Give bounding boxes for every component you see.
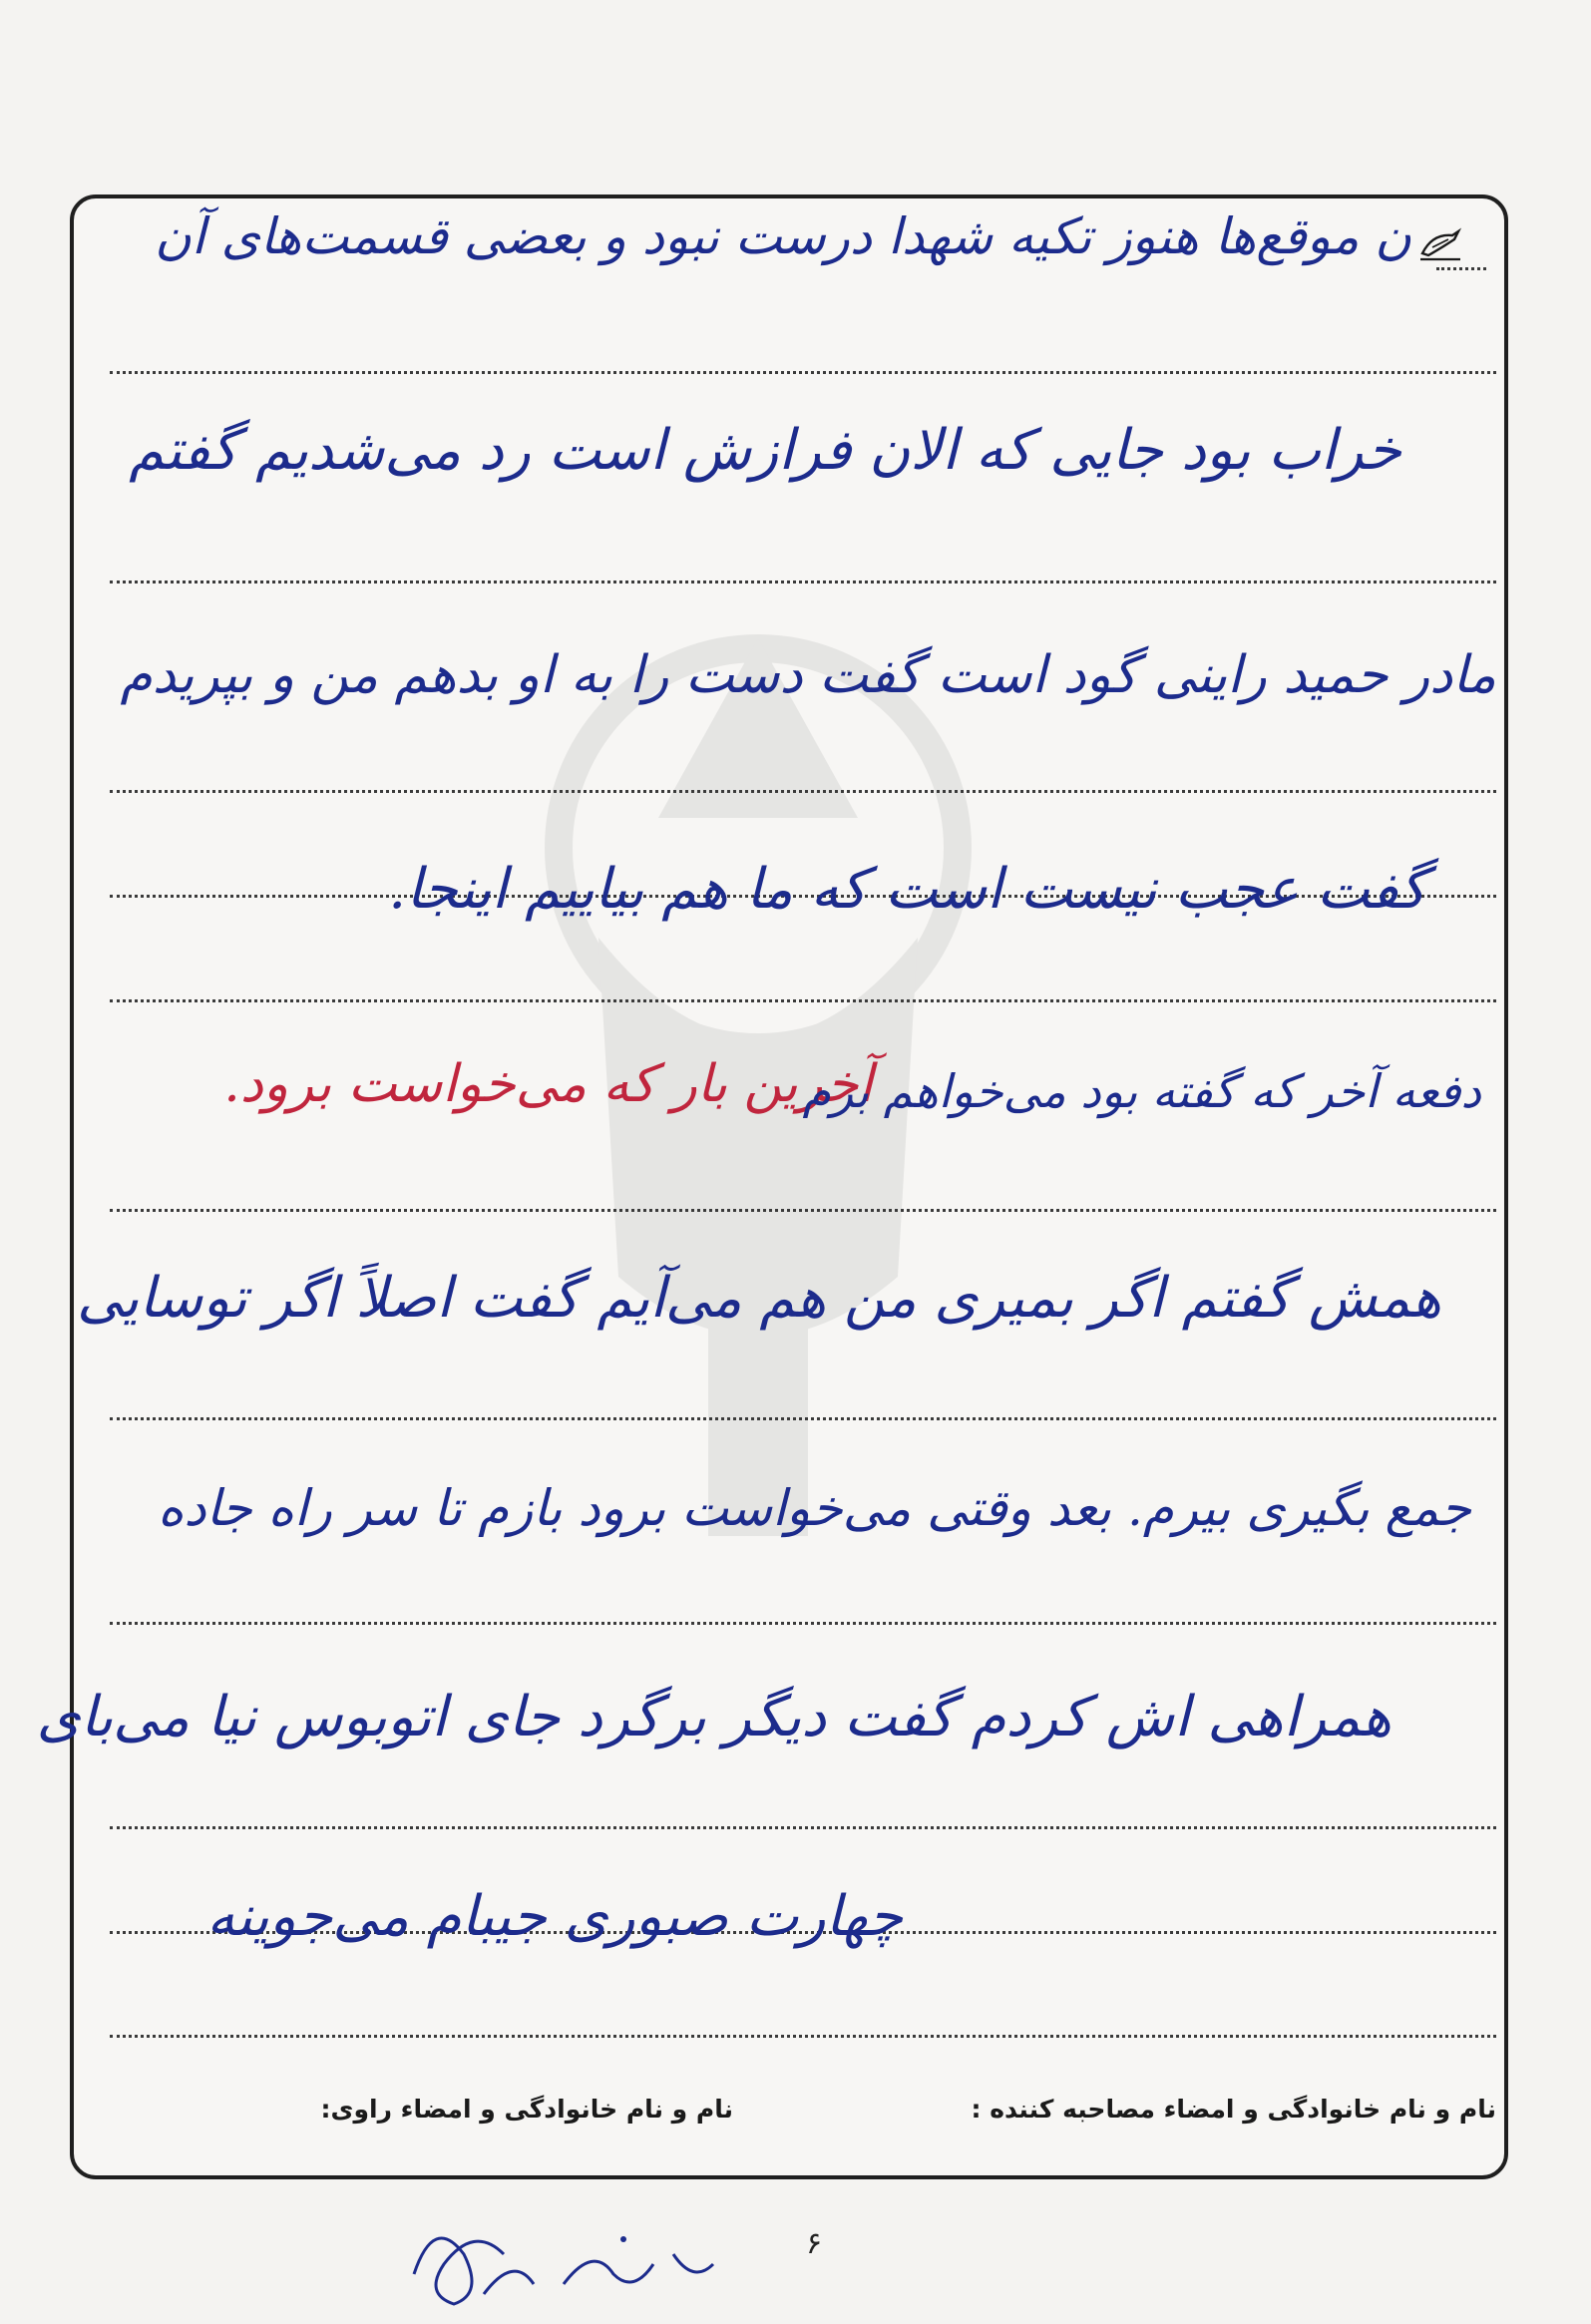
handwritten-line-8: همراهی اش کردم گفت دیگر برگرد جای اتوبوس نیا می‌بای	[36, 1685, 1392, 1749]
handwritten-line-3: مادر حمید راینی گود است گفت دست را به او بدهم من و بپریدم	[120, 645, 1496, 705]
ruled-line	[110, 1209, 1496, 1212]
handwritten-line-9: چهارت صبوری جیبام می‌جوینه	[206, 1884, 903, 1949]
ruled-line	[110, 1622, 1496, 1625]
ruled-line	[110, 371, 1496, 374]
ruled-line	[110, 999, 1496, 1002]
narrator-signature-label: نام و نام خانوادگی و امضاء راوی:	[320, 2095, 733, 2124]
ruled-line	[1436, 267, 1486, 270]
handwritten-line-4: گفت عجب نیست است که ما هم بیاییم اینجا.	[388, 857, 1426, 922]
handwritten-line-1: ن موقع‌ها هنوز تکیه شهدا درست نبود و بعضی قسمت‌های آن	[155, 207, 1411, 265]
ruled-line	[110, 790, 1496, 793]
handwritten-line-5-red: آخرین بار که می‌خواست برود.	[223, 1054, 873, 1114]
handwritten-line-7: جمع بگیری بیرم. بعد وقتی می‌خواست برود بازم تا سر راه جاده	[158, 1479, 1471, 1537]
handwritten-signature	[394, 2194, 733, 2314]
pen-writing-icon	[1418, 227, 1462, 261]
page-number: ۶	[806, 2226, 823, 2261]
interviewer-signature-label: نام و نام خانوادگی و امضاء مصاحبه کننده :	[971, 2095, 1496, 2124]
handwritten-line-6: همش گفتم اگر بمیری من هم می‌آیم گفت اصلاً اگر توسایی	[76, 1266, 1441, 1331]
handwritten-line-5: دفعه آخر که گفته بود می‌خواهم برم	[802, 1064, 1481, 1118]
ruled-line	[110, 1826, 1496, 1829]
ruled-line	[110, 1417, 1496, 1420]
ruled-line	[110, 2035, 1496, 2038]
handwritten-line-2: خراب بود جایی که الان فرازش است رد می‌شدیم گفتم	[129, 418, 1401, 483]
ruled-line	[110, 581, 1496, 583]
